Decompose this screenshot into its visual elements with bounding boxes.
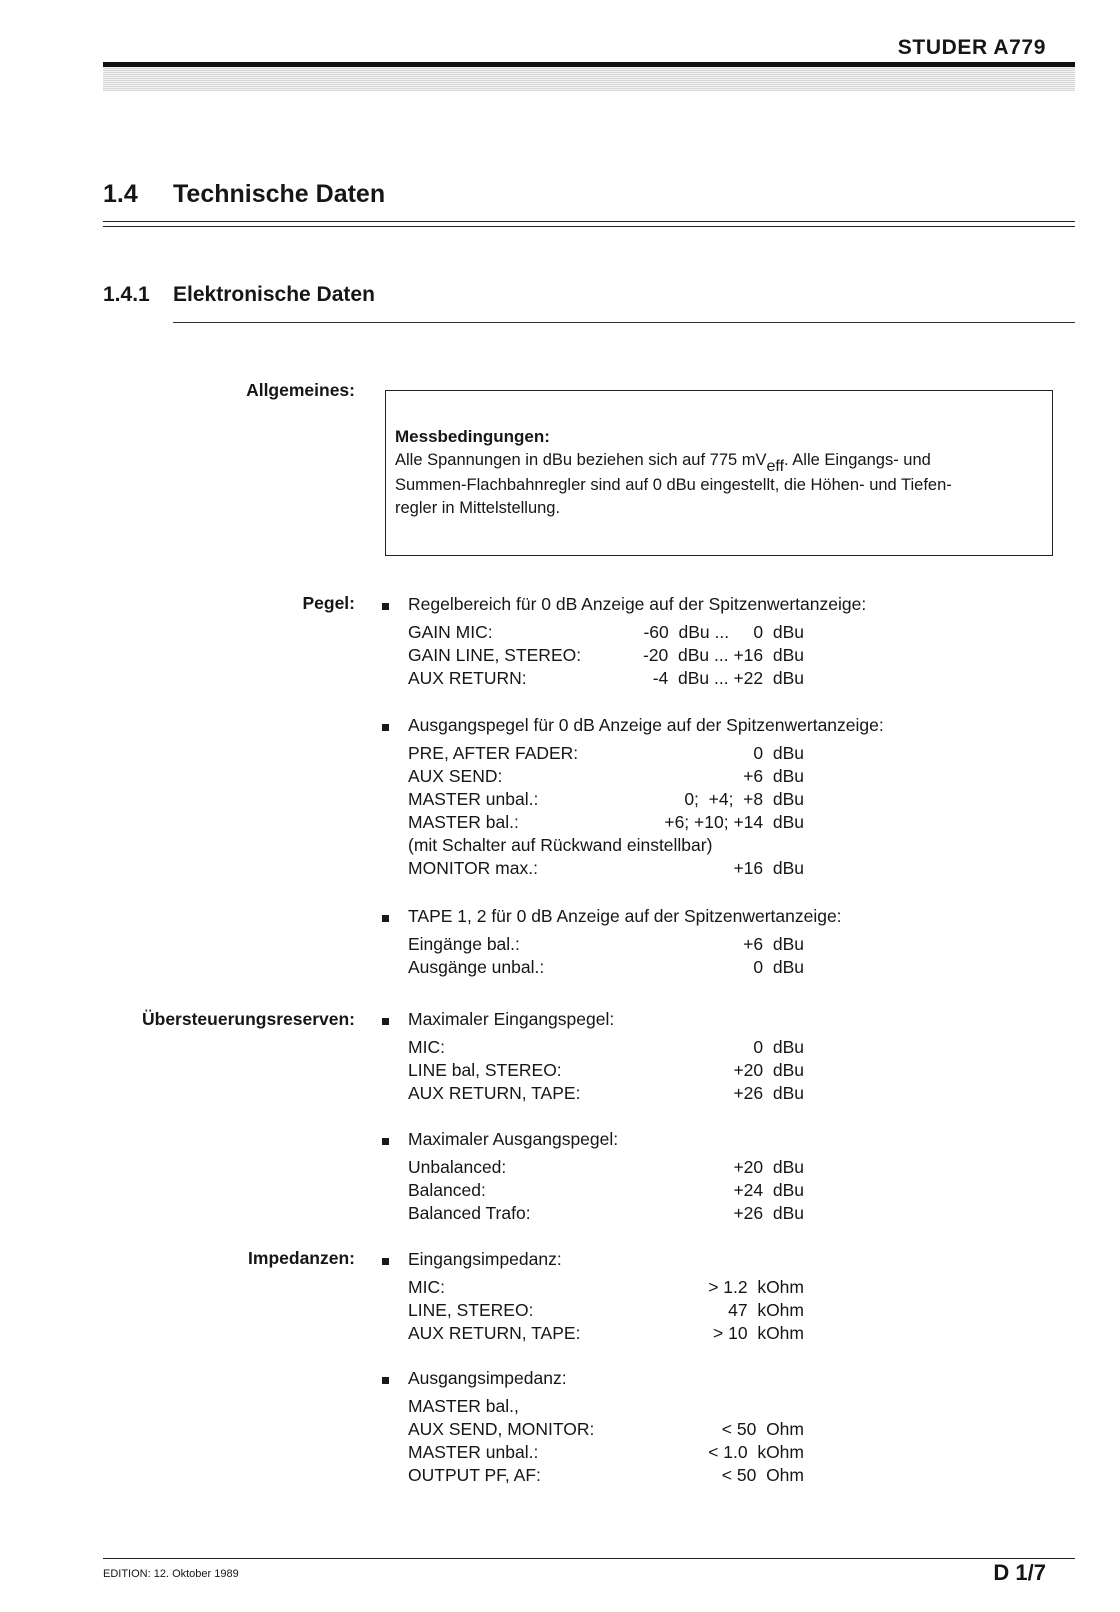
footer-rule [103, 1558, 1075, 1559]
row-label: Unbalanced: [408, 1157, 507, 1177]
row-label: MASTER unbal.: [408, 1442, 539, 1462]
row-value: < 1.0 kOhm [708, 1442, 804, 1462]
row-value: +20 dBu [733, 1157, 804, 1177]
note-line-3: regler in Mittelstellung. [395, 499, 561, 517]
row-label: AUX RETURN, TAPE: [408, 1323, 581, 1343]
row-value: +6 dBu [743, 766, 804, 786]
bullet-icon [382, 915, 389, 922]
row-label: AUX SEND, MONITOR: [408, 1419, 595, 1439]
row-label: GAIN MIC: [408, 622, 493, 642]
note-subscript: eff [766, 458, 785, 475]
row-label: Balanced: [408, 1180, 486, 1200]
section-title: Technische Daten [173, 180, 386, 208]
row-value: < 50 Ohm [721, 1419, 804, 1439]
bullet-icon [382, 603, 389, 610]
row-label: MASTER bal., [408, 1396, 519, 1416]
section-rule-top [103, 221, 1075, 222]
note-line-1 [395, 451, 931, 476]
bullet-icon [382, 1138, 389, 1145]
section-rule-bottom [103, 226, 1075, 227]
row-value: -4 dBu ... +22 dBu [652, 668, 804, 688]
row-label: MONITOR max.: [408, 858, 538, 878]
note-line-2: Summen-Flachbahnregler sind auf 0 dBu eingestellt, die Höhen- und Tiefen- [395, 476, 952, 494]
row-value: 47 kOhm [728, 1300, 804, 1320]
row-value: -60 dBu ... 0 dBu [643, 622, 804, 642]
bullet-icon [382, 1258, 389, 1265]
row-value: < 50 Ohm [721, 1465, 804, 1485]
group-title-max-ausgangspegel: Maximaler Ausgangspegel: [408, 1129, 619, 1149]
row-label: AUX RETURN, TAPE: [408, 1083, 581, 1103]
row-value: +20 dBu [733, 1060, 804, 1080]
section-number: 1.4 [103, 180, 138, 208]
row-value: -20 dBu ... +16 dBu [642, 645, 804, 665]
row-value: 0 dBu [753, 957, 804, 977]
subsection-rule [173, 322, 1075, 323]
category-allgemeines: Allgemeines: [246, 380, 355, 400]
category-uebersteuerungsreserven: Übersteuerungsreserven: [142, 1009, 355, 1029]
note-line-1-text: Alle Spannungen in dBu beziehen sich auf 775 mV [395, 451, 767, 469]
bullet-icon [382, 1018, 389, 1025]
header-band [103, 67, 1075, 91]
document-brand: STUDER A779 [897, 36, 1046, 59]
row-label: OUTPUT PF, AF: [408, 1465, 541, 1485]
group-title-ausgangsimpedanz: Ausgangsimpedanz: [408, 1368, 567, 1388]
row-label: AUX RETURN: [408, 668, 527, 688]
group-title-max-eingangspegel: Maximaler Eingangspegel: [408, 1009, 615, 1029]
row-label: LINE, STEREO: [408, 1300, 534, 1320]
row-value: 0; +4; +8 dBu [684, 789, 804, 809]
bullet-icon [382, 724, 389, 731]
row-value: +6; +10; +14 dBu [664, 812, 804, 832]
measurement-conditions-heading: Messbedingungen: [395, 427, 550, 446]
row-value: +24 dBu [733, 1180, 804, 1200]
row-label: Eingänge bal.: [408, 934, 520, 954]
row-value: +16 dBu [733, 858, 804, 878]
row-label: LINE bal, STEREO: [408, 1060, 562, 1080]
category-pegel: Pegel: [302, 593, 355, 613]
row-label: MASTER bal.: [408, 812, 519, 832]
row-label: MIC: [408, 1037, 445, 1057]
group-title-eingangsimpedanz: Eingangsimpedanz: [408, 1249, 562, 1269]
row-label: MIC: [408, 1277, 445, 1297]
row-label: GAIN LINE, STEREO: [408, 645, 582, 665]
page-number: D 1/7 [993, 1560, 1046, 1585]
group-title-ausgangspegel: Ausgangspegel für 0 dB Anzeige auf der Spitzenwertanzeige: [408, 715, 884, 735]
bullet-icon [382, 1377, 389, 1384]
row-note: (mit Schalter auf Rückwand einstellbar) [408, 835, 713, 855]
edition-date: EDITION: 12. Oktober 1989 [103, 1568, 239, 1580]
note-line-1-text-end: . Alle Eingangs- und [784, 451, 931, 469]
category-impedanzen: Impedanzen: [248, 1248, 355, 1268]
row-label: MASTER unbal.: [408, 789, 539, 809]
group-title-regelbereich: Regelbereich für 0 dB Anzeige auf der Spitzenwertanzeige: [408, 594, 867, 614]
subsection-number: 1.4.1 [103, 283, 150, 306]
row-value: > 10 kOhm [713, 1323, 804, 1343]
row-value: 0 dBu [753, 1037, 804, 1057]
row-label: Balanced Trafo: [408, 1203, 531, 1223]
row-value: +26 dBu [733, 1203, 804, 1223]
row-label: PRE, AFTER FADER: [408, 743, 579, 763]
row-label: Ausgänge unbal.: [408, 957, 545, 977]
row-value: +26 dBu [733, 1083, 804, 1103]
row-value: +6 dBu [743, 934, 804, 954]
row-value: 0 dBu [753, 743, 804, 763]
row-value: > 1.2 kOhm [708, 1277, 804, 1297]
subsection-title: Elektronische Daten [173, 283, 375, 306]
group-title-tape: TAPE 1, 2 für 0 dB Anzeige auf der Spitzenwertanzeige: [408, 906, 842, 926]
row-label: AUX SEND: [408, 766, 503, 786]
